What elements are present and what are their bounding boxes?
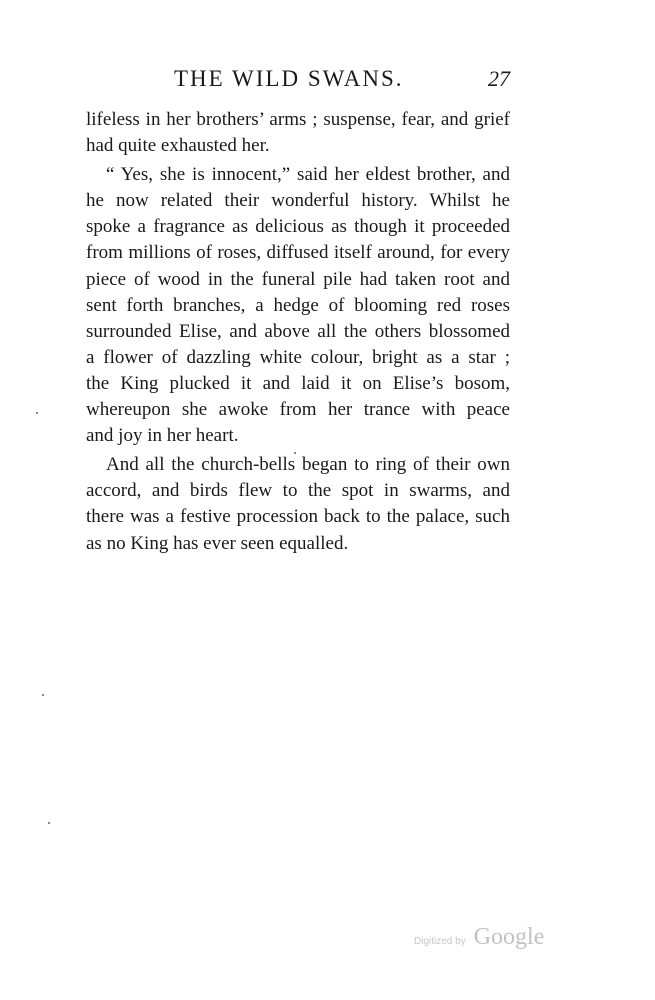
text-line: from millions of roses, diffused itself around, for every — [86, 242, 510, 264]
text-line: a flower of dazzling white colour, bright as a star ; — [86, 346, 510, 368]
text-line: there was a festive procession back to the palace, such — [86, 506, 510, 528]
scan-speck — [294, 452, 296, 454]
text-line: he now related their wonderful history. Whilst he — [86, 190, 510, 212]
text-line: and joy in her heart. — [86, 425, 239, 447]
text-line: had quite exhausted her. — [86, 135, 270, 157]
text-line: accord, and birds flew to the spot in swarms, and — [86, 480, 510, 502]
text-line: And all the church-bells began to ring of their own — [106, 454, 510, 476]
paragraph — [86, 452, 510, 556]
page-number: 27 — [488, 66, 510, 91]
scan-speck — [42, 694, 44, 696]
running-title: THE WILD SWANS. — [174, 66, 404, 91]
text-line: piece of wood in the funeral pile had taken root and — [86, 268, 510, 290]
text-line: surrounded Elise, and above all the others blossomed — [86, 320, 510, 342]
text-line: whereupon she awoke from her trance with peace — [86, 399, 510, 421]
text-line: sent forth branches, a hedge of blooming red roses — [86, 294, 510, 316]
google-logo: Google — [473, 924, 545, 950]
watermark-prefix: Digitized by — [414, 936, 466, 947]
text-line: lifeless in her brothers’ arms ; suspense, fear, and grief — [86, 109, 510, 130]
paragraph — [86, 162, 510, 449]
scan-speck — [36, 412, 38, 414]
paragraph — [86, 107, 510, 159]
body-text — [86, 107, 510, 557]
text-line: as no King has ever seen equalled. — [86, 532, 349, 554]
running-head — [86, 62, 510, 96]
text-line: spoke a fragrance as delicious as though it proceeded — [86, 216, 510, 238]
text-line: “ Yes, she is innocent,” said her eldest brother, and — [106, 164, 510, 186]
scan-speck — [48, 822, 50, 824]
text-line: the King plucked it and laid it on Elise’s bosom, — [86, 372, 510, 394]
digitized-watermark — [414, 924, 544, 951]
